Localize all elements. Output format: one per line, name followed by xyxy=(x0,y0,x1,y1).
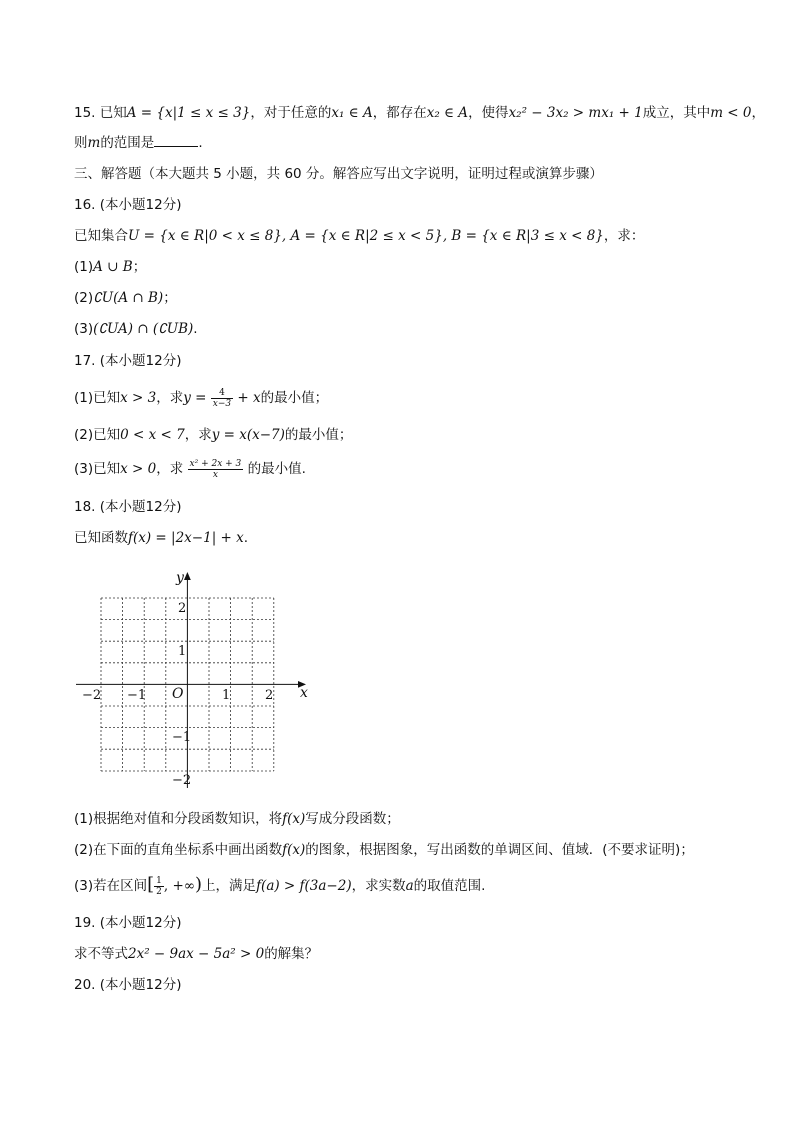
q16-header: 16. (本小题12分) xyxy=(74,197,182,213)
q19-body: 求不等式2x² − 9ax − 5a² > 0的解集？ xyxy=(74,946,319,962)
y-tick-label: −2 xyxy=(172,773,192,788)
origin-label: O xyxy=(172,686,184,702)
q18-part1: (1)根据绝对值和分段函数知识，将f(x)写成分段函数； xyxy=(74,811,400,827)
q18-part2: (2)在下面的直角坐标系中画出函数f(x)的图象，根据图象，写出函数的单调区间、值域．(不要求证明)； xyxy=(74,842,694,858)
x-tick-label: 1 xyxy=(222,688,231,703)
section-heading: 三、解答题（本大题共 5 小题，共 60 分。解答应写出文字说明，证明过程或演算步骤） xyxy=(74,166,603,182)
fraction: $\frac{4}{x-3}$ xyxy=(212,387,232,409)
q16-part2: (2)∁U(A ∩ B)； xyxy=(74,290,177,306)
q15-line1: 15. 已知A = {x|1 ≤ x ≤ 3}，对于任意的x₁ ∈ A，都存在x₂ ∈ A，使得x₂² − 3x₂ > mx₁ + 1成立，其中m < 0， xyxy=(74,105,766,121)
q17-part1: (1)已知x > 3，求y = $\frac{4}{x-3}$ + x的最小值； xyxy=(74,387,329,409)
q17-part3: (3)已知x > 0，求 $\frac{\text{x² + 2x + 3}}{x}$ 的最小值. xyxy=(74,458,306,480)
x-tick-label: 2 xyxy=(265,688,274,703)
q17-part2: (2)已知0 < x < 7，求y = x(x−7)的最小值； xyxy=(74,427,353,443)
q18-intro: 已知函数f(x) = |2x−1| + x. xyxy=(74,530,249,546)
q16-part3: (3)(∁UA) ∩ (∁UB). xyxy=(74,321,198,337)
q19-header: 19. (本小题12分) xyxy=(74,915,182,931)
q16-intro: 已知集合U = {x ∈ R|0 < x ≤ 8}, A = {x ∈ R|2 ≤ x < 5}, B = {x ∈ R|3 ≤ x < 8}，求： xyxy=(74,228,645,244)
x-tick-label: −2 xyxy=(82,688,102,703)
y-tick-label: 1 xyxy=(178,644,187,659)
y-axis-label: y xyxy=(176,570,184,586)
x-tick-label: −1 xyxy=(127,688,147,703)
left-bracket: [ xyxy=(147,874,155,895)
fraction: $\frac{\text{x² + 2x + 3}}{x}$ xyxy=(189,458,242,480)
coordinate-grid xyxy=(74,566,324,792)
q20-header: 20. (本小题12分) xyxy=(74,977,182,993)
q18-header: 18. (本小题12分) xyxy=(74,499,182,515)
answer-blank xyxy=(154,134,198,147)
y-tick-label: −1 xyxy=(172,730,192,745)
q18-part3: (3)若在区间[ $\frac{1}{2}$ , +∞)上，满足f(a) > f(3a−2)，求实数a的取值范围. xyxy=(74,874,486,897)
y-axis-arrow xyxy=(184,572,191,580)
y-tick-label: 2 xyxy=(178,601,187,616)
q16-part1: (1)A ∪ B； xyxy=(74,259,147,275)
x-axis-label: x xyxy=(300,685,308,701)
right-paren: ) xyxy=(195,874,203,895)
q15-line2: 则m的范围是 . xyxy=(74,135,203,151)
q17-header: 17. (本小题12分) xyxy=(74,353,182,369)
fraction: $\frac{1}{2}$ xyxy=(156,875,162,897)
